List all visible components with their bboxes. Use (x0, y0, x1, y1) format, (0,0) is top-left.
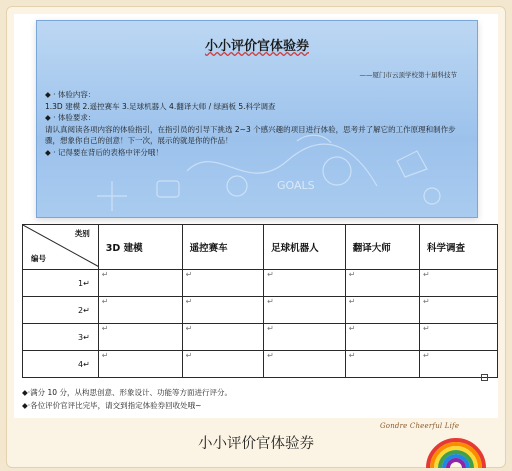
table-row (23, 297, 498, 324)
score-cell[interactable]: ↵ (420, 297, 498, 324)
card-caption: 小小评价官体验券 (198, 436, 314, 452)
instruction-line: ◆ · 记得要在背后的表格中评分哦！ (45, 147, 163, 157)
score-cell[interactable]: ↵ (98, 270, 182, 297)
column-header: 足球机器人 (264, 225, 346, 270)
rainbow-icon (424, 434, 488, 468)
score-cell[interactable]: ↵ (345, 351, 419, 378)
instruction-line: 请认真阅读各项内容的体验指引，在指引员的引导下挑选 2~3 个感兴趣的项目进行体验，思考并了解它的工作原理和制作步骤，想象你自己的创意！下一次，展示的就是你的作品！ (45, 124, 456, 145)
row-number: 1↵ (23, 270, 99, 297)
score-cell[interactable]: ↵ (182, 270, 264, 297)
instruction-line: 1.3D 建模 2.遥控赛车 3.足球机器人 4.翻译大师 / 绿画板 5.科学调查 (45, 101, 276, 111)
row-number: 2↵ (23, 297, 99, 324)
row-number: 3↵ (23, 324, 99, 351)
score-cell[interactable]: ↵ (98, 324, 182, 351)
column-header: 翻译大师 (345, 225, 419, 270)
scoring-notes (22, 386, 232, 412)
note-line: ◆·各位评价官评比完毕，请交到指定体验券回收处哦~ (22, 401, 202, 410)
score-cell[interactable]: ↵ (264, 297, 346, 324)
score-cell[interactable]: ↵ (420, 351, 498, 378)
score-cell[interactable]: ↵ (345, 324, 419, 351)
score-cell[interactable]: ↵ (345, 270, 419, 297)
column-header: 遥控赛车 (182, 225, 264, 270)
column-header: 科学调查 (420, 225, 498, 270)
score-cell[interactable]: ↵ (182, 324, 264, 351)
instruction-line: ◆ · 体验要求： (45, 113, 96, 122)
row-number: 4↵ (23, 351, 99, 378)
column-header: 3D 建模 (98, 225, 182, 270)
corner-label-category: 类别 (74, 229, 90, 238)
score-cell[interactable]: ↵ (345, 297, 419, 324)
score-cell[interactable]: ↵ (420, 324, 498, 351)
table-row (23, 270, 498, 297)
table-corner-cell (23, 225, 99, 270)
table-row (23, 351, 498, 378)
score-cell[interactable]: ↵ (264, 324, 346, 351)
brand-logo: Gondre Cheerful Life (380, 422, 460, 430)
score-cell[interactable]: ↵ (98, 351, 182, 378)
score-cell[interactable]: ↵ (264, 270, 346, 297)
school-name: ——厦门市云顶学校第十届科技节 (359, 71, 457, 79)
svg-text:GOALS: GOALS (277, 179, 315, 192)
table-header-row (23, 225, 498, 270)
voucher-instructions (45, 89, 469, 158)
score-cell[interactable]: ↵ (264, 351, 346, 378)
voucher-title: 小小评价官体验券 (204, 39, 309, 54)
score-cell[interactable]: ↵ (420, 270, 498, 297)
score-cell[interactable]: ↵ (182, 351, 264, 378)
corner-label-number: 编号 (31, 254, 46, 263)
note-line: ◆·满分 10 分，从构思创意、形象设计、功能等方面进行评分。 (22, 388, 232, 397)
resize-handle[interactable] (481, 374, 488, 381)
instruction-line: ◆ · 体验内容： (45, 90, 96, 99)
score-table (22, 224, 498, 378)
table-row (23, 324, 498, 351)
document-sheet (14, 14, 498, 418)
score-cell[interactable]: ↵ (182, 297, 264, 324)
voucher-banner (36, 20, 478, 218)
score-cell[interactable]: ↵ (98, 297, 182, 324)
